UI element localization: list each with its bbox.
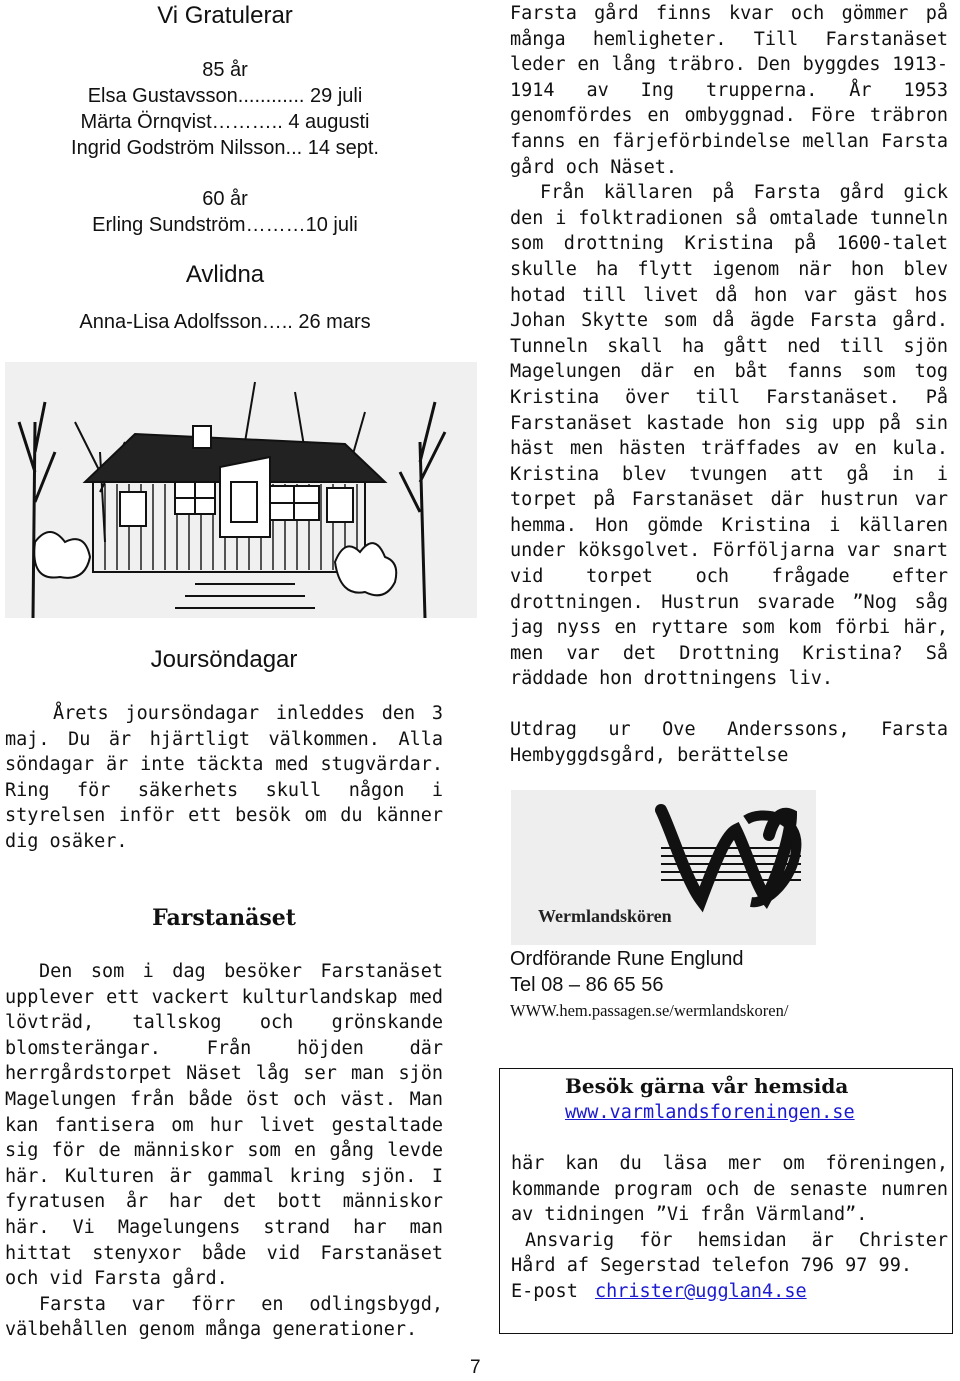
farsta-gard-story [510, 1, 948, 768]
website-email-row [511, 1279, 948, 1305]
wermlandskoren-logo [511, 790, 816, 945]
choir-contact [510, 946, 950, 1024]
website-responsible: Ansvarig för hemsidan är Christer Hård af Segerstad telefon 796 97 99. [511, 1229, 948, 1277]
story-paragraph-1: Farsta gård finns kvar och gömmer på många hemligheter. Till Farstanäset leder en lång träbro. Den byggdes 1913-1914 av Ing trupperna. År 1953 genomfördes en ombyggnad. Före träbron fanns en färjeförbindelse mellan Farsta gård och Näset. [510, 3, 948, 178]
page-number: 7 [470, 1357, 481, 1378]
joursondagar-heading: Joursöndagar [150, 646, 298, 673]
house-sketch-illustration [5, 362, 477, 618]
congrats-heading: Vi Gratulerar [157, 2, 293, 29]
website-description: här kan du läsa mer om föreningen, kommande program och de senaste numren av tidningen ”Vi från Värmland”. [511, 1153, 948, 1226]
joursondagar-text: Årets joursöndagar inleddes den 3 maj. Du är hjärtligt välkommen. Alla söndagar är inte täckta med stugvärdar. Ring för säkerhets skull någon i styrelsen inför ett besök om du känner dig osäker. [5, 703, 443, 852]
logo-wordmark: Wermlandskören [538, 906, 672, 926]
joursondagar-section [5, 645, 443, 855]
deceased-heading: Avlidna [185, 261, 265, 288]
house-drawing [5, 362, 477, 618]
website-heading: Besök gärna vår hemsida [565, 1074, 849, 1098]
website-link[interactable]: www.varmlandsforeningen.se [565, 1102, 855, 1123]
story-credit: Utdrag ur Ove Anderssons, Farsta Hembyggdsgård, berättelse [510, 719, 948, 766]
age-60-label: 60 år [202, 188, 248, 210]
email-link[interactable]: christer@ugglan4.se [594, 1280, 807, 1302]
choir-chair: Ordförande Rune Englund [510, 948, 744, 970]
congrats-line: Ingrid Godström Nilsson... 14 sept. [71, 137, 379, 159]
website-info-box [499, 1068, 953, 1334]
congrats-line: Märta Örnqvist……….. 4 augusti [80, 111, 370, 133]
congrats-line: Elsa Gustavsson............ 29 juli [87, 85, 363, 107]
congrats-line: Erling Sundström………10 juli [92, 214, 358, 236]
farstanaset-text: Den som i dag besöker Farstanäset upplever ett vackert kulturlandskap med lövträd, tallskog och grönskande blomsterängar. Från höjden där herrgårdstorpet Näset låg ser man sjön Magelungen från både öst och väst. Man kan fantisera om hur livet gestaltade sig för de människor som en gång levde här. Kulturen är gammal kring sjön. I fyratusen år har det bott människor här. Vi Magelungens strand har man hittat stenyxor både vid Farstanäset och vid Farsta gård. [5, 961, 443, 1290]
choir-phone: Tel 08 – 86 65 56 [510, 974, 664, 996]
congratulations-section [0, 0, 450, 335]
farstanaset-section [5, 903, 443, 1343]
age-85-label: 85 år [202, 59, 248, 81]
email-label: E-post [511, 1280, 578, 1302]
choir-url: WWW.hem.passagen.se/wermlandskoren/ [510, 1001, 789, 1020]
story-paragraph-2: Från källaren på Farsta gård gick den i folktradionen så omtalade tunneln som drottning Kristina på 1600-talet skulle ha flytt igenom när hon blev hotad till livet då hon var gäst hos Johan Skytte som då ägde Farsta gård. Tunneln skall ha gått ned till sjön Magelungen där en båt fanns som tog Kristina över till Farstanäset. På Farstanäset kastade hon sig upp på sin häst men hästen träffades av en kula. Kristina blev tvungen att gå in i torpet på Farstanäset där hustrun var hemma. Hon gömde Kristina i källaren under köksgolvet. Förföljarna var snart vid torpet och frågade efter drottningen. Hustrun svarade ”Nog såg jag nyss en ryttare som kom förbi här, men var det Drottning Kristina? Så räddade hon drottningens liv. [510, 182, 948, 690]
farstanaset-heading: Farstanäset [152, 905, 296, 931]
deceased-line: Anna-Lisa Adolfsson….. 26 mars [79, 311, 371, 333]
farstanaset-text-2: Farsta var förr en odlingsbygd, välbehållen genom många generationer. [5, 1293, 443, 1341]
